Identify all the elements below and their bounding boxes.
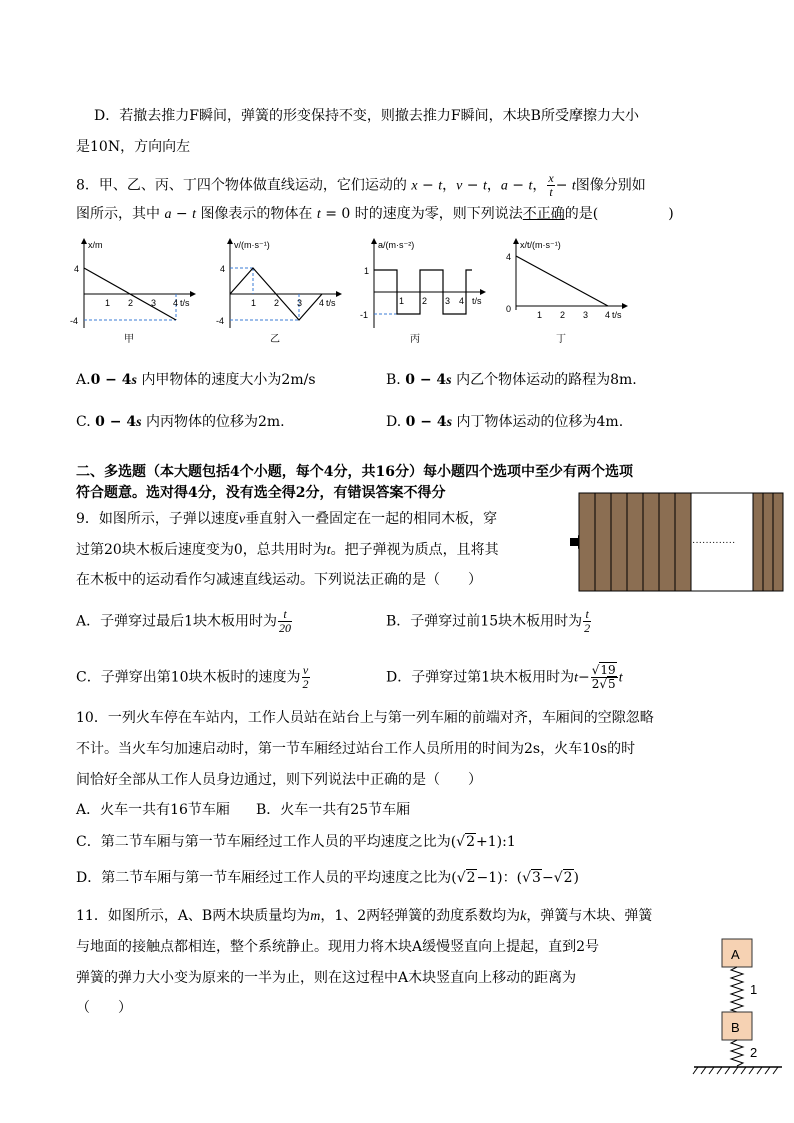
tick: 1 [399, 296, 405, 306]
q9-stem-line3: 在木板中的运动看作匀减速直线运动。下列说法正确的是（ ） [76, 572, 482, 588]
q9-stem-line1: 9．如图所示，子弹以速度v垂直射入一叠固定在一起的相同木板，穿 [76, 511, 498, 527]
q9-option-a: A．子弹穿过最后1块木板用时为 $\frac{t}{20}$ [76, 607, 292, 635]
tick: 4 [605, 310, 611, 320]
q8-option-c: C. 0 − 4s 内丙物体的位移为2m. [76, 414, 285, 430]
q9-option-d: D．子弹穿过第1块木板用时为t− $\frac{√19}{2√5}$ t [386, 663, 623, 691]
q8-graphs [68, 236, 628, 348]
graph-ding-caption: 丁 [556, 334, 566, 345]
q8-stem-line2: 图所示，其中 a − t 图像表示的物体在 t = 0 时的速度为零，则下列说法不正确的是( ) [76, 206, 674, 222]
q7-option-d-line2: 是10N，方向向左 [76, 139, 191, 155]
tick: 4 [220, 264, 226, 274]
tick: 2 [274, 298, 280, 308]
q8-option-b: B. 0 − 4s 内乙个物体运动的路程为8m. [386, 372, 637, 388]
q7-option-d-line1: D．若撤去推力F瞬间，弹簧的形变保持不变，则撤去推力F瞬间，木块B所受摩擦力大小 [94, 108, 639, 124]
tick: 3 [445, 296, 451, 306]
q8-option-d: D. 0 − 4s 内丁物体运动的位移为4m. [386, 414, 624, 430]
q9-option-c: C．子弹穿出第10块木板时的速度为 $\frac{v}{2}$ [76, 663, 309, 691]
block-b-label: B [731, 1020, 740, 1035]
tick: 1 [105, 298, 111, 308]
tick: 1 [251, 298, 257, 308]
tick: 2 [128, 298, 134, 308]
figure-dots: ············· [692, 537, 736, 548]
tick: -4 [216, 316, 225, 326]
q11-answer-blank: （ ） [76, 1000, 132, 1016]
graph-yi-xlabel: t/s [326, 298, 336, 308]
spring-2-label: 2 [750, 1045, 758, 1060]
q9-option-b: B．子弹穿过前15块木板用时为 $\frac{t}{2}$ [386, 607, 591, 635]
q10-option-b: B．火车一共有25节车厢 [256, 802, 411, 818]
section2-header-line2: 符合题意。选对得4分，没有选全得2分，有错误答案不得分 [76, 485, 446, 501]
q10-option-d: D．第二节车厢与第一节车厢经过工作人员的平均速度之比为(√2−1)：(√3−√2) [76, 870, 580, 886]
spring-1 [731, 967, 743, 1017]
tick: 1 [364, 266, 370, 276]
tick: 4 [319, 298, 325, 308]
graph-jia-xlabel: t/s [180, 298, 190, 308]
tick: 2 [560, 310, 566, 320]
tick: 4 [459, 296, 465, 306]
tick: -4 [70, 316, 79, 326]
tick: 0 [506, 304, 512, 314]
graph-bing-ylabel: a/(m·s⁻²) [378, 240, 415, 250]
q10-stem-line3: 间恰好全部从工作人员身边通过，则下列说法中正确的是（ ） [76, 772, 482, 788]
graph-ding-line [516, 256, 608, 306]
q11-stem-line2: 与地面的接触点都相连，整个系统静止。现用力将木块A缓慢竖直向上提起，直到2号 [76, 939, 600, 955]
block-a-label: A [731, 947, 740, 962]
q8-option-a: A.0 − 4s 内甲物体的速度大小为2m/s [76, 372, 316, 388]
graph-jia [70, 238, 196, 345]
q10-stem-line2: 不计。当火车匀加速启动时，第一节车厢经过站台工作人员所用的时间为2s，火车10s的时 [76, 741, 636, 757]
graph-bing-caption: 丙 [410, 334, 420, 345]
q11-stem-line1: 11．如图所示，A、B两木块质量均为m，1、2两轻弹簧的劲度系数均为k，弹簧与木块、弹簧 [76, 908, 653, 924]
tick: 3 [297, 298, 303, 308]
section2-header-line1: 二、多选题（本大题包括4个小题，每个4分，共16分）每小题四个选项中至少有两个选项 [76, 464, 633, 480]
graph-yi-ylabel: v/(m·s⁻¹) [234, 240, 270, 250]
tick: -1 [360, 310, 369, 320]
graph-jia-ylabel: x/m [88, 240, 103, 250]
q8-stem-line1: 8．甲、乙、丙、丁四个物体做直线运动，它们运动的 x − t，v − t，a − t， $\frac{x}{t}$ − t图像分别如 [76, 171, 646, 199]
tick: 4 [506, 252, 512, 262]
tick: 3 [583, 310, 589, 320]
graph-ding-xlabel: t/s [612, 310, 622, 320]
graph-yi [216, 238, 342, 345]
q11-stem-line3: 弹簧的弹力大小变为原来的一半为止，则在这过程中A木块竖直向上移动的距离为 [76, 970, 577, 986]
graph-bing-xlabel: t/s [472, 296, 482, 306]
q9-board-figure [568, 492, 786, 594]
tick: 4 [173, 298, 179, 308]
q10-option-c: C．第二节车厢与第一节车厢经过工作人员的平均速度之比为(√2+1):1 [76, 834, 516, 850]
spring-2 [731, 1040, 743, 1066]
q10-stem-line1: 10．一列火车停在车站内，工作人员站在站台上与第一列车厢的前端对齐，车厢间的空隙忽略 [76, 710, 654, 726]
graph-yi-caption: 乙 [270, 334, 280, 345]
graph-bing [360, 238, 486, 345]
tick: 4 [74, 264, 80, 274]
graph-ding-ylabel: x/t/(m·s⁻¹) [520, 240, 561, 250]
tick: 3 [151, 298, 157, 308]
q10-option-a: A．火车一共有16节车厢 [76, 802, 230, 818]
q9-stem-line2: 过第20块木板后速度变为0，总共用时为t。把子弹视为质点，且将其 [76, 542, 499, 558]
q11-spring-figure [690, 936, 790, 1084]
spring-1-label: 1 [750, 982, 758, 997]
tick: 1 [537, 310, 543, 320]
tick: 2 [422, 296, 428, 306]
graph-jia-caption: 甲 [124, 334, 134, 345]
graph-ding [506, 238, 628, 345]
